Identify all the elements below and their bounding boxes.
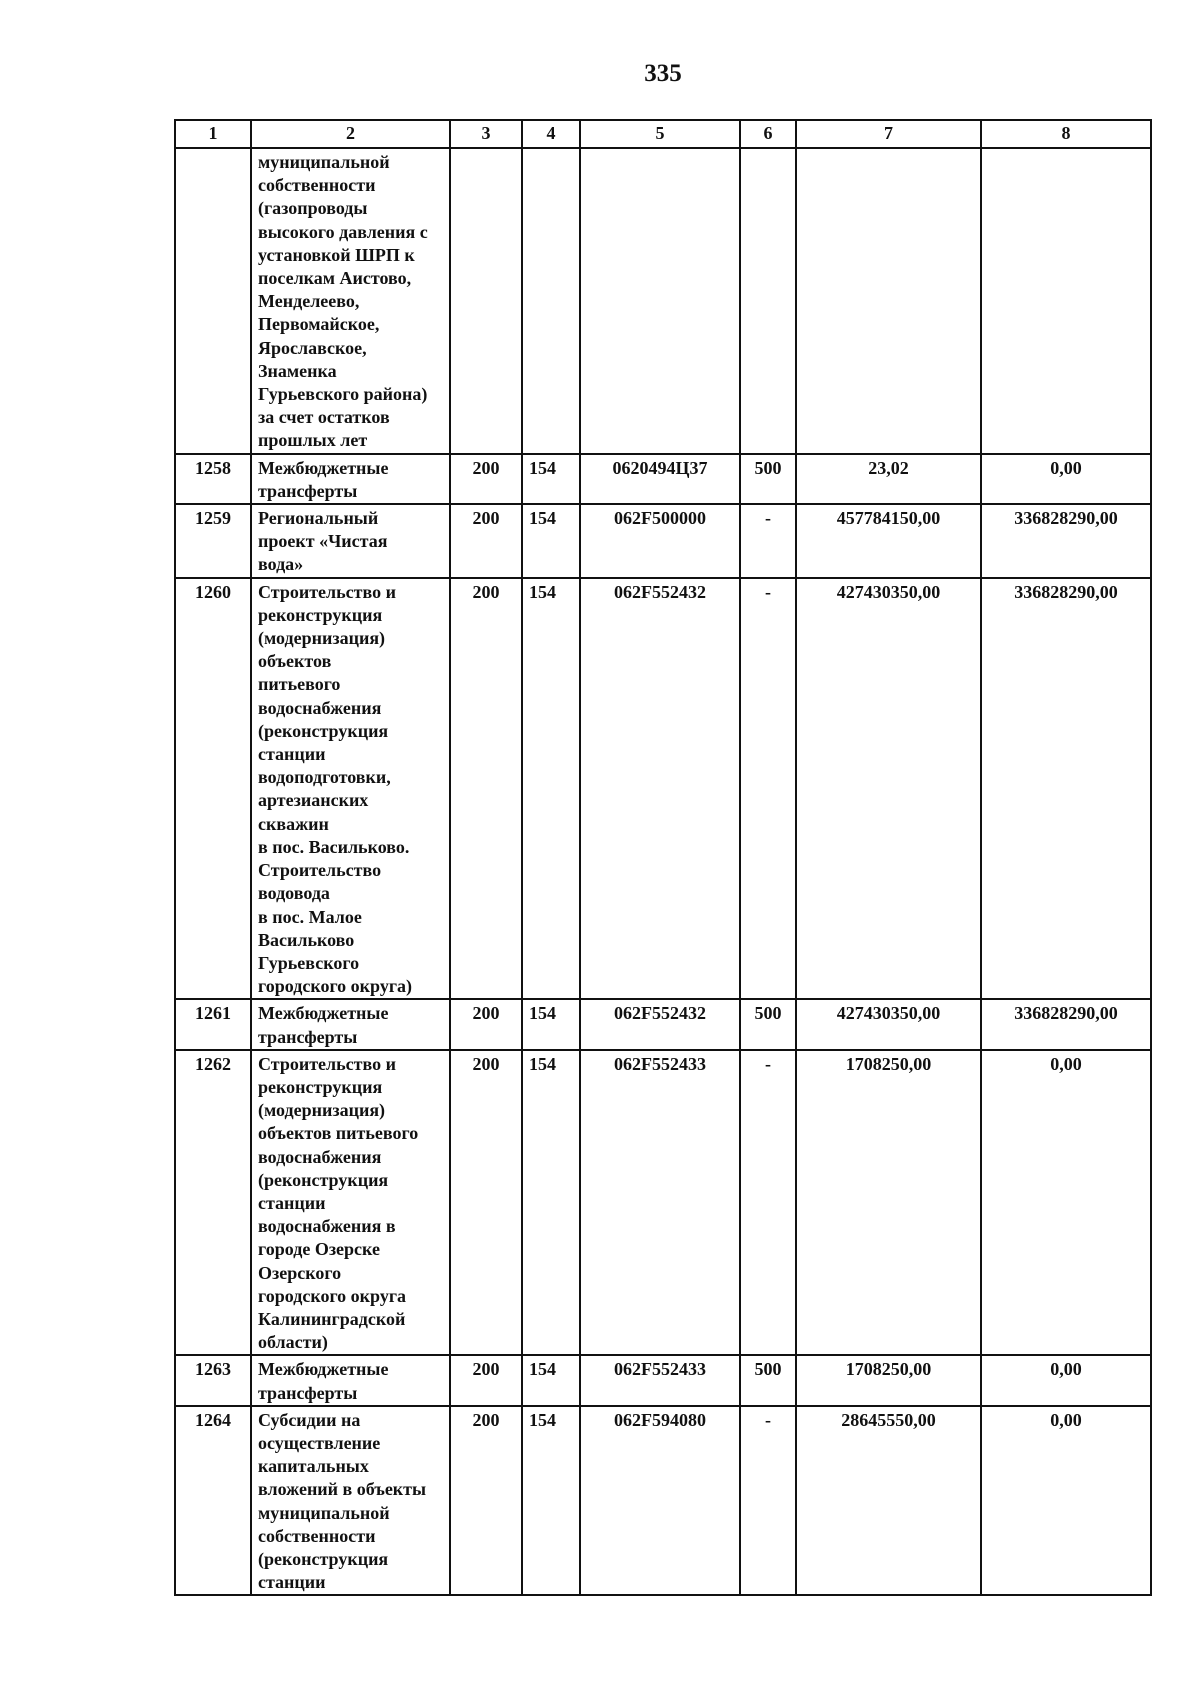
row-col3: 200 bbox=[450, 999, 522, 1049]
row-col6: 500 bbox=[740, 999, 796, 1049]
table-row bbox=[175, 999, 1151, 1049]
table-row bbox=[175, 1050, 1151, 1356]
row-col7: 427430350,00 bbox=[796, 999, 981, 1049]
row-number: 1261 bbox=[175, 999, 251, 1049]
row-col7: 1708250,00 bbox=[796, 1050, 981, 1356]
table-row bbox=[175, 1406, 1151, 1596]
row-number: 1263 bbox=[175, 1355, 251, 1405]
row-col5: 062F552432 bbox=[580, 578, 740, 1000]
row-number: 1259 bbox=[175, 504, 251, 578]
column-header: 6 bbox=[740, 120, 796, 148]
budget-table bbox=[174, 119, 1152, 1596]
row-col8: 336828290,00 bbox=[981, 504, 1151, 578]
row-number: 1260 bbox=[175, 578, 251, 1000]
row-col6: 500 bbox=[740, 1355, 796, 1405]
row-name: муниципальной собственности (газопроводы высокого давления с установкой ШРП к поселкам Аистово, Менделеево, Первомайское, Ярославское, Знаменка Гурьевского района) за счет остатков прошлых лет bbox=[251, 148, 450, 454]
row-name: Межбюджетные трансферты bbox=[251, 999, 450, 1049]
row-name: Строительство и реконструкция (модернизация) объектов питьевого водоснабжения (реконструкция станции водоснабжения в городе Озерске Озерского городского округа Калининградской области) bbox=[251, 1050, 450, 1356]
table-row bbox=[175, 504, 1151, 578]
row-col7: 23,02 bbox=[796, 454, 981, 504]
row-col4: 154 bbox=[522, 1355, 580, 1405]
row-col3: 200 bbox=[450, 1406, 522, 1596]
row-number bbox=[175, 148, 251, 454]
column-header: 2 bbox=[251, 120, 450, 148]
row-name: Субсидии на осуществление капитальных вложений в объекты муниципальной собственности (реконструкция станции bbox=[251, 1406, 450, 1596]
row-col8: 336828290,00 bbox=[981, 578, 1151, 1000]
column-header: 3 bbox=[450, 120, 522, 148]
row-col7: 1708250,00 bbox=[796, 1355, 981, 1405]
row-col7: 427430350,00 bbox=[796, 578, 981, 1000]
row-number: 1262 bbox=[175, 1050, 251, 1356]
row-name: Межбюджетные трансферты bbox=[251, 454, 450, 504]
row-col6: - bbox=[740, 1406, 796, 1596]
row-col3: 200 bbox=[450, 504, 522, 578]
page-number: 335 bbox=[644, 60, 682, 87]
row-col8: 0,00 bbox=[981, 1406, 1151, 1596]
row-col7: 457784150,00 bbox=[796, 504, 981, 578]
row-col6 bbox=[740, 148, 796, 454]
row-col3: 200 bbox=[450, 1355, 522, 1405]
row-name: Межбюджетные трансферты bbox=[251, 1355, 450, 1405]
row-number: 1258 bbox=[175, 454, 251, 504]
row-col5: 062F500000 bbox=[580, 504, 740, 578]
row-col8: 0,00 bbox=[981, 454, 1151, 504]
row-col7: 28645550,00 bbox=[796, 1406, 981, 1596]
row-col3 bbox=[450, 148, 522, 454]
row-col3: 200 bbox=[450, 1050, 522, 1356]
table-row bbox=[175, 454, 1151, 504]
row-col7 bbox=[796, 148, 981, 454]
table-header-row bbox=[175, 120, 1151, 148]
row-col4: 154 bbox=[522, 1406, 580, 1596]
row-name: Региональный проект «Чистая вода» bbox=[251, 504, 450, 578]
row-col5: 062F552433 bbox=[580, 1355, 740, 1405]
row-name: Строительство и реконструкция (модернизация) объектов питьевого водоснабжения (реконструкция станции водоподготовки, артезианских скважин в пос. Васильково. Строительство водовода в пос. Малое Васильково Гурьевского городского округа) bbox=[251, 578, 450, 1000]
column-header: 1 bbox=[175, 120, 251, 148]
row-col4: 154 bbox=[522, 504, 580, 578]
row-col3: 200 bbox=[450, 578, 522, 1000]
row-col5: 062F594080 bbox=[580, 1406, 740, 1596]
column-header: 5 bbox=[580, 120, 740, 148]
row-col4: 154 bbox=[522, 454, 580, 504]
column-header: 4 bbox=[522, 120, 580, 148]
row-col6: - bbox=[740, 1050, 796, 1356]
table-row bbox=[175, 578, 1151, 1000]
row-col8: 336828290,00 bbox=[981, 999, 1151, 1049]
row-col5: 062F552432 bbox=[580, 999, 740, 1049]
row-col8 bbox=[981, 148, 1151, 454]
row-col6: - bbox=[740, 578, 796, 1000]
row-col4: 154 bbox=[522, 1050, 580, 1356]
column-header: 7 bbox=[796, 120, 981, 148]
row-col3: 200 bbox=[450, 454, 522, 504]
row-col4 bbox=[522, 148, 580, 454]
row-col5: 0620494Ц37 bbox=[580, 454, 740, 504]
row-col4: 154 bbox=[522, 578, 580, 1000]
row-col4: 154 bbox=[522, 999, 580, 1049]
row-col8: 0,00 bbox=[981, 1355, 1151, 1405]
row-col5 bbox=[580, 148, 740, 454]
row-col6: - bbox=[740, 504, 796, 578]
column-header: 8 bbox=[981, 120, 1151, 148]
row-col8: 0,00 bbox=[981, 1050, 1151, 1356]
row-col6: 500 bbox=[740, 454, 796, 504]
row-number: 1264 bbox=[175, 1406, 251, 1596]
row-col5: 062F552433 bbox=[580, 1050, 740, 1356]
table-row bbox=[175, 1355, 1151, 1405]
table-row bbox=[175, 148, 1151, 454]
